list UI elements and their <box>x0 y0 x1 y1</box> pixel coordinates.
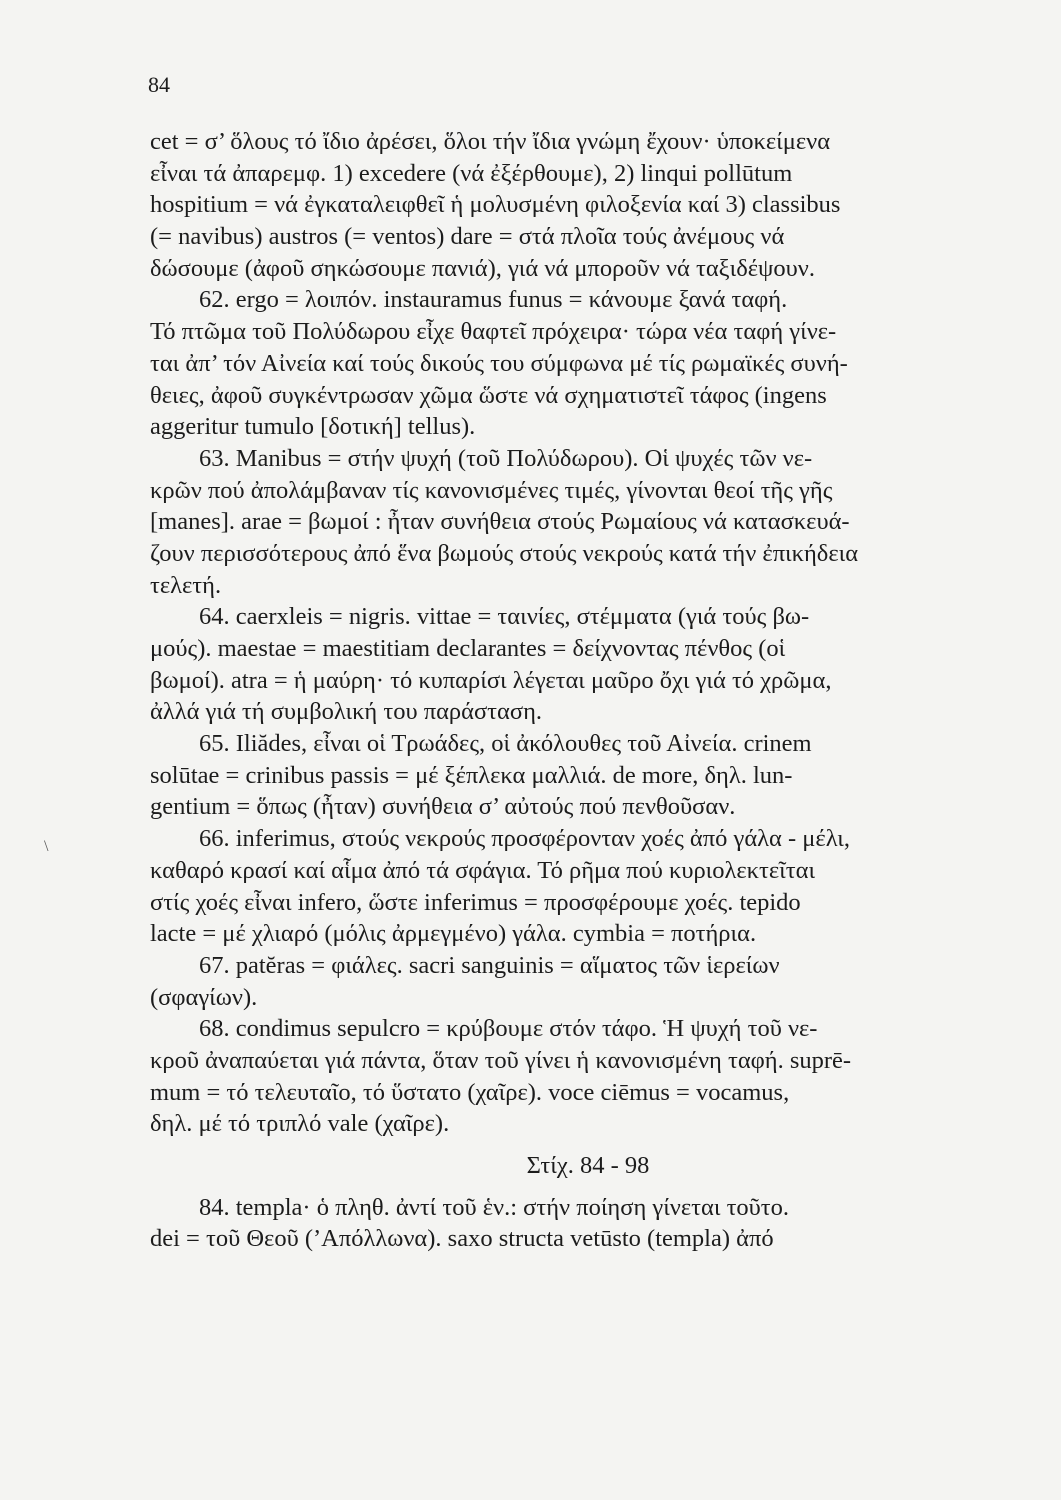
text-line: 63. Manibus = στήν ψυχή (τοῦ Πολύδωρου). Οἱ ψυχές τῶν νε- <box>150 444 813 472</box>
text-line: 84. templa· ὁ πληθ. ἀντί τοῦ ἑν.: στήν ποίηση γίνεται τοῦτο. <box>150 1193 790 1221</box>
text-line: (= navibus) austros (= ventos) dare = στά πλοῖα τούς ἀνέμους νά <box>150 223 785 251</box>
text-line: lacte = μέ χλιαρό (μόλις ἀρμεγμένο) γάλα. cymbia = ποτήρια. <box>150 920 757 948</box>
text-line: κροῦ ἀναπαύεται γιά πάντα, ὅταν τοῦ γίνει ἡ κανονισμένη ταφή. suprē- <box>150 1046 852 1074</box>
text-line: βωμοί). atra = ἡ μαύρη· τό κυπαρίσι λέγεται μαῦρο ὄχι γιά τό χρῶμα, <box>150 666 832 694</box>
text-line: μούς). maestae = maestitiam declarantes = δείχνοντας πένθος (οἱ <box>150 635 786 662</box>
text-line: cet = σ’ ὅλους τό ἴδιο ἀρέσει, ὅλοι τήν ἴδια γνώμη ἔχουν· ὑποκείμενα <box>150 128 831 155</box>
text-line: στίς χοές εἶναι infero, ὥστε inferimus = προσφέρουμε χοές. tepido <box>150 888 801 916</box>
text-line: ται ἀπ’ τόν Αἰνεία καί τούς δικούς του σύμφωνα μέ τίς ρωμαϊκές συνή- <box>150 349 848 377</box>
text-line: 65. Iliădes, εἶναι οἱ Τρωάδες, οἱ ἀκόλουθες τοῦ Αἰνεία. crinem <box>150 730 812 758</box>
text-line: dei = τοῦ Θεοῦ (’Απόλλωνα). saxo structa vetūsto (templa) ἀπό <box>150 1225 774 1253</box>
text-line: 64. caerxleis = nigris. vittae = ταινίες, στέμματα (γιά τούς βω- <box>150 603 810 631</box>
text-line: 68. condimus sepulcro = κρύβουμε στόν τάφο. Ἡ ψυχή τοῦ νε- <box>150 1015 818 1043</box>
text-line: solūtae = crinibus passis = μέ ξέπλεκα μαλλιά. de more, δηλ. lun- <box>150 761 793 789</box>
text-line: aggeritur tumulo [δοτική] tellus). <box>150 413 476 441</box>
text-line: θειες, ἀφοῦ συγκέντρωσαν χῶμα ὥστε νά σχηματιστεῖ τάφος (ingens <box>150 381 827 409</box>
text-line: εἶναι τά ἀπαρεμφ. 1) excedere (νά ἐξέρθουμε), 2) linqui pollūtum <box>150 159 793 187</box>
text-line: καθαρό κρασί καί αἷμα ἀπό τά σφάγια. Τό ρῆμα πού κυριολεκτεῖται <box>150 856 816 884</box>
stray-mark: \ <box>44 838 49 855</box>
section-heading: Στίχ. 84 - 98 <box>526 1152 650 1179</box>
text-line: τελετή. <box>150 571 222 599</box>
text-line: 66. inferimus, στούς νεκρούς προσφέρονταν χοές ἀπό γάλα - μέλι, <box>150 825 851 853</box>
text-line: 62. ergo = λοιπόν. instauramus funus = κάνουμε ξανά ταφή. <box>150 286 788 314</box>
text-line: Τό πτῶμα τοῦ Πολύδωρου εἶχε θαφτεῖ πρόχειρα· τώρα νέα ταφή γίνε- <box>150 318 837 346</box>
text-line: ζουν περισσότερους ἀπό ἕνα βωμούς στούς νεκρούς κατά τήν ἐπικήδεια <box>150 539 859 567</box>
text-line: κρῶν πού ἀπολάμβαναν τίς κανονισμένες τιμές, γίνονται θεοί τῆς γῆς <box>150 476 833 504</box>
text-line: 67. patĕras = φιάλες. sacri sanguinis = αἵματος τῶν ἱερείων <box>150 951 780 979</box>
text-line: ἀλλά γιά τή συμβολική του παράσταση. <box>150 698 543 726</box>
text-line: hospitium = νά ἐγκαταλειφθεῖ ἡ μολυσμένη φιλοξενία καί 3) classibus <box>150 191 841 219</box>
text-line: (σφαγίων). <box>150 983 258 1011</box>
commentary-block-a <box>150 126 1026 1140</box>
text-line: [manes]. arae = βωμοί : ἦταν συνήθεια στούς Ρωμαίους νά κατασκευά- <box>150 508 850 536</box>
text-line: gentium = ὅπως (ἦταν) συνήθεια σ’ αὐτούς πού πενθοῦσαν. <box>150 793 736 821</box>
page-number: 84 <box>148 72 170 97</box>
text-line: δώσουμε (ἀφοῦ σηκώσουμε πανιά), γιά νά μποροῦν νά ταξιδέψουν. <box>150 254 815 282</box>
text-line: δηλ. μέ τό τριπλό vale (χαῖρε). <box>150 1110 450 1138</box>
commentary-block-b <box>150 1192 1026 1255</box>
commentary-text <box>150 126 1026 1255</box>
text-line: mum = τό τελευταῖο, τό ὕστατο (χαῖρε). voce ciēmus = vocamus, <box>150 1078 790 1106</box>
